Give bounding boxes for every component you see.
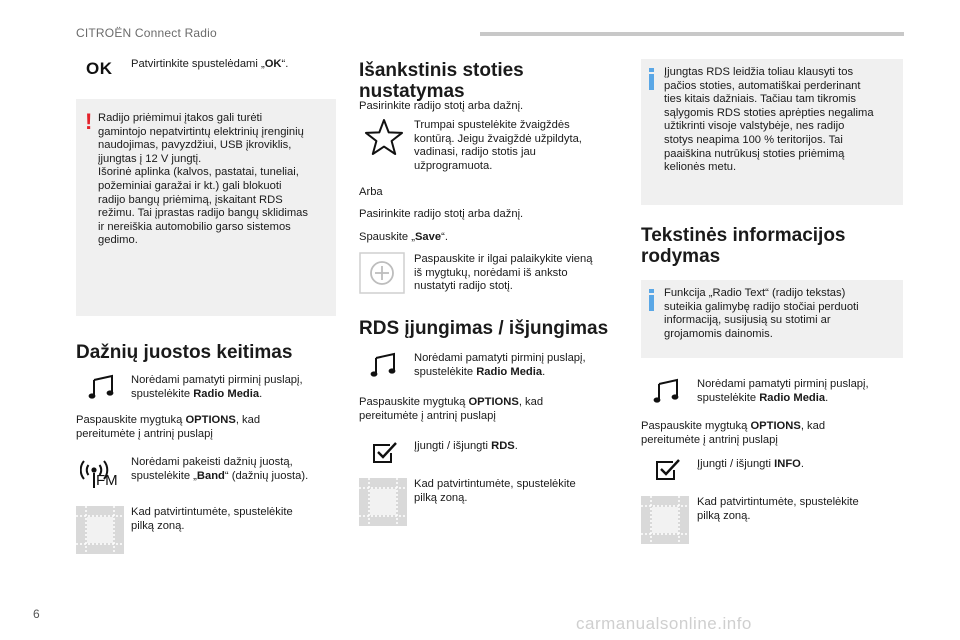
fm-label: FM — [96, 472, 118, 489]
or-text: Arba — [359, 186, 383, 198]
info-rds-text: Įjungtas RDS leidžia toliau klausyti tos pačios stoties, automatiškai perderinant ties kitais dažniais. Tačiau tam tikromis sąlygomis RDS stoties aprėpties negalima užtikrinti visoje valstybėje, nes radijo stotys neapima 100 % teritorijos. Tai paaiškina nutrūkusį stoties priėmimą kelionės metu. — [664, 66, 874, 174]
preset-add-icon — [359, 252, 405, 294]
band-step: Norėdami pakeisti dažnių juostą, spustelėkite „Band“ (dažnių juosta). — [131, 456, 309, 482]
select-station-text-2: Pasirinkite radijo stotį arba dažnį. — [359, 208, 524, 220]
options-step: Paspauskite mygtuką OPTIONS, kad pereitumėte į antrinį puslapį — [641, 420, 826, 446]
grey-zone-icon — [76, 506, 124, 554]
header-rule — [480, 32, 904, 36]
star-step: Trumpai spustelėkite žvaigždės kontūrą. Jeigu žvaigždė užpildyta, vadinasi, radijo stotis jau užprogramuota. — [414, 119, 582, 172]
info-icon — [649, 289, 654, 293]
confirm-step: Kad patvirtintumėte, spustelėkite pilką zoną. — [697, 496, 859, 522]
checkbox-icon — [372, 440, 398, 464]
section-title-preset: Išankstinis stoties nustatymas — [359, 60, 524, 102]
grey-zone-icon — [641, 496, 689, 544]
header-title: CITROËN Connect Radio — [76, 26, 217, 40]
radio-media-step: Norėdami pamatyti pirminį puslapį, spustelėkite Radio Media. — [131, 374, 303, 400]
footer-watermark: carmanualsonline.info — [576, 614, 752, 633]
info-icon-bar — [649, 295, 654, 311]
checkbox-icon — [655, 457, 681, 481]
music-note-icon — [370, 352, 398, 378]
section-title-band: Dažnių juostos keitimas — [76, 342, 293, 363]
confirm-step: Kad patvirtintumėte, spustelėkite pilką zoną. — [414, 478, 576, 504]
options-step: Paspauskite mygtuką OPTIONS, kad pereitumėte į antrinį puslapį — [76, 414, 261, 440]
options-step: Paspauskite mygtuką OPTIONS, kad pereitumėte į antrinį puslapį — [359, 396, 544, 422]
music-note-icon — [653, 378, 681, 404]
radio-media-step: Norėdami pamatyti pirminį puslapį, spustelėkite Radio Media. — [414, 352, 586, 378]
radio-media-step: Norėdami pamatyti pirminį puslapį, spustelėkite Radio Media. — [697, 378, 869, 404]
confirm-step: Kad patvirtintumėte, spustelėkite pilką zoną. — [131, 506, 293, 532]
rds-toggle-step: Įjungti / išjungti RDS. — [414, 440, 518, 452]
section-title-rds: RDS įjungimas / išjungimas — [359, 318, 609, 339]
hold-step: Paspauskite ir ilgai palaikykite vieną iš mygtukų, norėdami iš anksto nustatyti radijo stotį. — [414, 253, 593, 293]
page-number: 6 — [33, 607, 40, 621]
info-icon-bar — [649, 74, 654, 90]
ok-instruction: Patvirtinkite spustelėdami „OK“. — [131, 58, 289, 70]
save-step: Spauskite „Save“. — [359, 231, 448, 243]
select-station-text: Pasirinkite radijo stotį arba dažnį. — [359, 100, 524, 112]
info-toggle-step: Įjungti / išjungti INFO. — [697, 458, 804, 470]
ok-icon: OK — [86, 59, 113, 78]
grey-zone-icon — [359, 478, 407, 526]
section-title-text-info: Tekstinės informacijos rodymas — [641, 225, 846, 267]
info-radio-text: Funkcija „Radio Text“ (radijo tekstas) suteikia galimybę radijo stočiai perduoti informaciją, susijusią su stotimi ar grojamomis dainomis. — [664, 287, 859, 340]
warning-text: Radijo priėmimui įtakos gali turėti gamintojo nepatvirtintų elektrinių įrenginių naudojimas, pavyzdžiui, USB įkroviklis, įjungtas į 12 V jungtį. Išorinė aplinka (kalvos, pastatai, tuneliai, požeminiai garažai ir kt.) gali blokuoti radijo bangų priėmimą, įskaitant RDS režimu. Tai įprastas radijo bangų sklidimas ir nereiškia automobilio garso sistemos gedimo. — [98, 112, 308, 247]
warning-icon: ! — [85, 109, 93, 134]
music-note-icon — [88, 374, 116, 400]
info-icon — [649, 68, 654, 72]
star-outline-icon — [364, 118, 404, 156]
